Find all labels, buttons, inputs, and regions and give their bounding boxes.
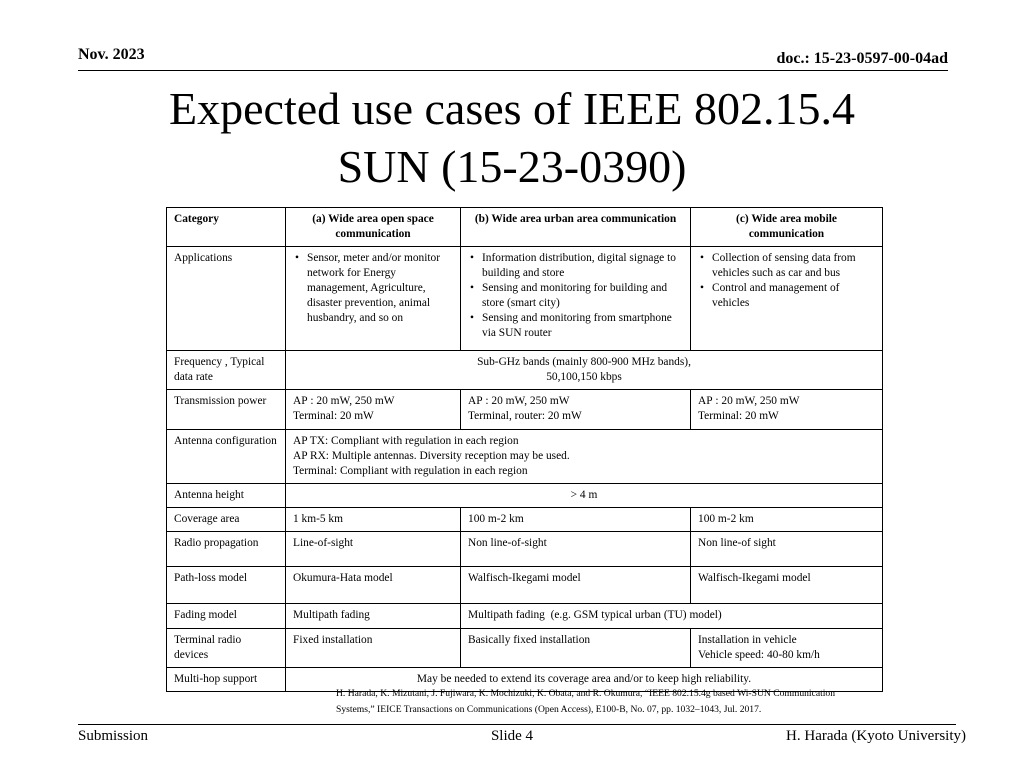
cell-antenna-height: > 4 m: [286, 484, 883, 508]
footer-author: H. Harada (Kyoto University): [786, 728, 966, 744]
table-row-transmission-power: [167, 390, 883, 430]
table-row-fading: [167, 604, 883, 629]
table-row-antenna-height: [167, 484, 883, 508]
cell-fading-bc: Multipath fading (e.g. GSM typical urban (TU) model): [461, 604, 883, 629]
row-label: Terminal radio devices: [167, 629, 286, 668]
row-label: Multi-hop support: [167, 668, 286, 692]
table-row-applications: [167, 247, 883, 351]
header-col-c: (c) Wide area mobile communication: [691, 208, 883, 247]
cell-coverage-a: 1 km-5 km: [286, 508, 461, 532]
cell-coverage-c: 100 m-2 km: [691, 508, 883, 532]
cell-multihop: May be needed to extend its coverage area and/or to keep high reliability.: [286, 668, 883, 692]
cell-radio-a: Line-of-sight: [286, 532, 461, 567]
frequency-rates: 50,100,150 kbps: [546, 371, 622, 383]
terminal-power: Terminal, router: 20 mW: [468, 410, 582, 422]
table-row-terminal-devices: [167, 629, 883, 668]
header-col-a: (a) Wide area open space communication: [286, 208, 461, 247]
terminal-power: Terminal: 20 mW: [698, 410, 779, 422]
cell-coverage-b: 100 m-2 km: [461, 508, 691, 532]
row-label: Radio propagation: [167, 532, 286, 567]
cell-terminal-a: Fixed installation: [286, 629, 461, 668]
ap-power: AP : 20 mW, 250 mW: [468, 395, 570, 407]
antenna-terminal: Terminal: Compliant with regulation in each region: [293, 465, 528, 477]
bullet-item: • Information distribution, digital signage to building and store: [468, 251, 683, 281]
cell-transmission-a: [286, 390, 461, 430]
footer-rule: [78, 724, 956, 725]
footer-submission: Submission: [78, 728, 149, 744]
bullet-item: • Collection of sensing data from vehicles such as car and bus: [698, 251, 875, 281]
cell-antenna-config: [286, 430, 883, 484]
header-category: Category: [167, 208, 286, 247]
cell-fading-a: Multipath fading: [286, 604, 461, 629]
cell-radio-c: Non line-of sight: [691, 532, 883, 567]
terminal-installation: Installation in vehicle: [698, 634, 797, 646]
terminal-speed: Vehicle speed: 40-80 km/h: [698, 649, 820, 661]
cell-transmission-b: [461, 390, 691, 430]
cell-pathloss-a: Okumura-Hata model: [286, 567, 461, 604]
reference-line1: H. Harada, K. Mizutani, J. Fujiwara, K. Mochizuki, K. Obata, and R. Okumura, “IEEE 802.15.4g based Wi-SUN Communication: [336, 688, 836, 699]
slide-title-line1: Expected use cases of IEEE 802.15.4: [169, 83, 855, 134]
cell-pathloss-b: Walfisch-Ikegami model: [461, 567, 691, 604]
bullet-item: • Sensing and monitoring from smartphone via SUN router: [468, 311, 683, 341]
cell-frequency: [286, 351, 883, 390]
reference-citation: [336, 686, 936, 718]
header-rule: [78, 70, 948, 71]
table-row-frequency: [167, 351, 883, 390]
cell-pathloss-c: Walfisch-Ikegami model: [691, 567, 883, 604]
ap-power: AP : 20 mW, 250 mW: [698, 395, 800, 407]
frequency-bands: Sub-GHz bands (mainly 800-900 MHz bands),: [477, 356, 691, 368]
reference-line2: Systems,” IEICE Transactions on Communications (Open Access), E100-B, No. 07, pp. 1032–1043, Jul. 2017.: [336, 704, 762, 715]
bullet-item: • Sensing and monitoring for building and store (smart city): [468, 281, 683, 311]
antenna-rx: AP RX: Multiple antennas. Diversity reception may be used.: [293, 450, 570, 462]
cell-transmission-c: [691, 390, 883, 430]
row-label: Fading model: [167, 604, 286, 629]
table-row-coverage: [167, 508, 883, 532]
row-label: Antenna configuration: [167, 430, 286, 484]
row-label: Transmission power: [167, 390, 286, 430]
header-col-b: (b) Wide area urban area communication: [461, 208, 691, 247]
cell-terminal-c: [691, 629, 883, 668]
cell-applications-b: [461, 247, 691, 351]
table-row-antenna-config: [167, 430, 883, 484]
cell-terminal-b: Basically fixed installation: [461, 629, 691, 668]
footer-slide-number: Slide 4: [490, 728, 534, 744]
cell-radio-b: Non line-of-sight: [461, 532, 691, 567]
header-date: Nov. 2023: [78, 46, 145, 63]
bullet-item: • Sensor, meter and/or monitor network for Energy management, Agriculture, disaster prevention, animal husbandry, and so on: [293, 251, 453, 326]
row-label: Frequency , Typical data rate: [167, 351, 286, 390]
row-label: Coverage area: [167, 508, 286, 532]
cell-applications-a: [286, 247, 461, 351]
slide-title-line2: SUN (15-23-0390): [337, 141, 687, 192]
antenna-tx: AP TX: Compliant with regulation in each region: [293, 435, 519, 447]
row-label: Antenna height: [167, 484, 286, 508]
bullet-item: • Control and management of vehicles: [698, 281, 875, 311]
table-header-row: [167, 208, 883, 247]
table-row-path-loss: [167, 567, 883, 604]
table-row-radio-propagation: [167, 532, 883, 567]
use-case-table: [166, 207, 883, 692]
cell-applications-c: [691, 247, 883, 351]
row-label: Path-loss model: [167, 567, 286, 604]
row-label: Applications: [167, 247, 286, 351]
ap-power: AP : 20 mW, 250 mW: [293, 395, 395, 407]
terminal-power: Terminal: 20 mW: [293, 410, 374, 422]
header-doc-id: doc.: 15-23-0597-00-04ad: [776, 50, 948, 67]
slide-title: [0, 80, 1024, 196]
